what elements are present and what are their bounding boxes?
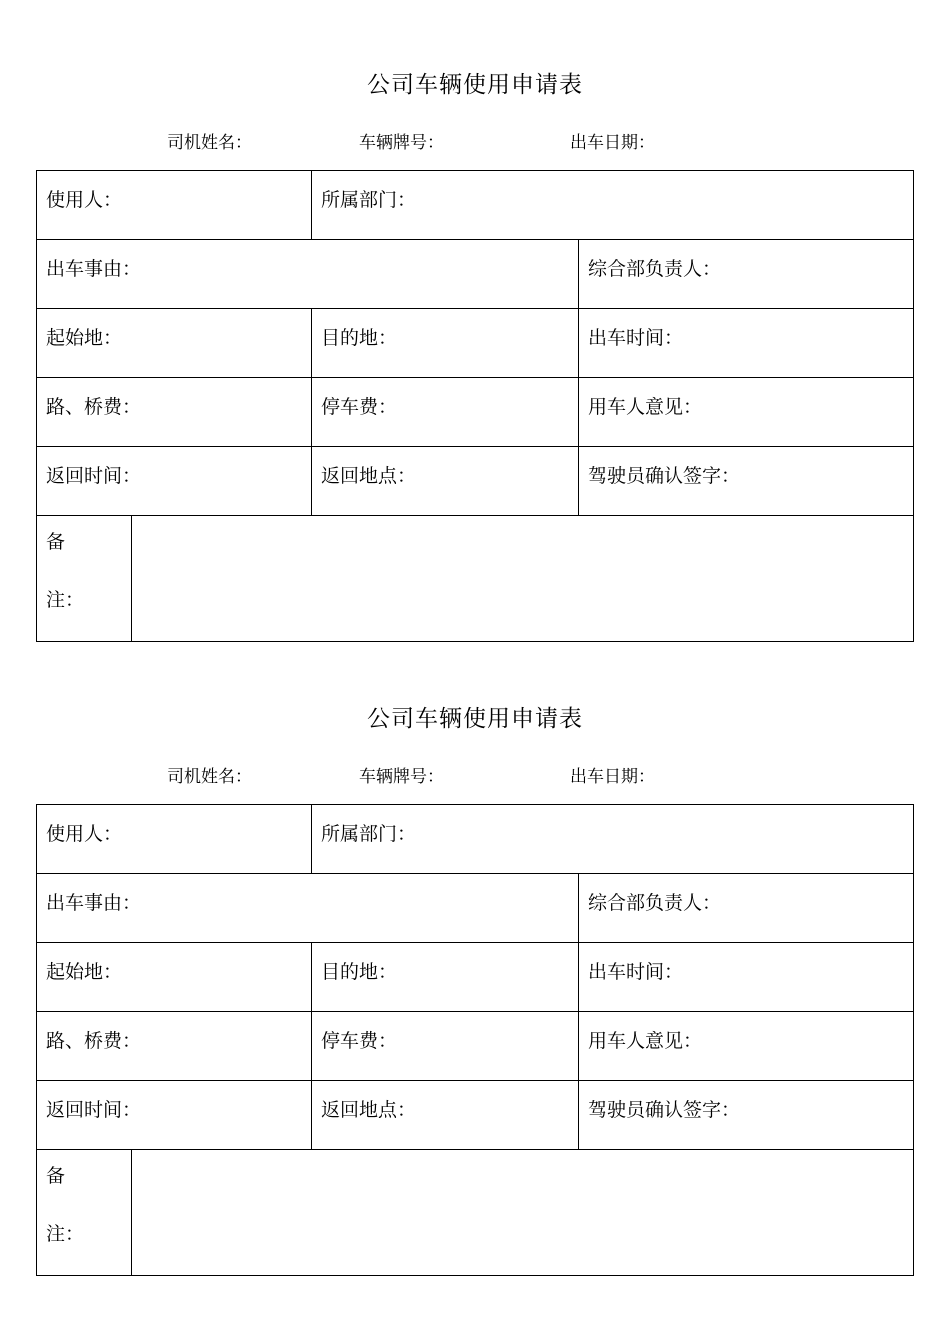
parking-label: 停车费：	[321, 1030, 398, 1052]
remark-label-bottom: 注：	[46, 589, 85, 611]
table-row	[37, 1150, 914, 1276]
table-row	[37, 805, 914, 874]
user-cell[interactable]	[37, 171, 312, 240]
return-time-cell[interactable]	[37, 447, 312, 516]
remark-label-top: 备	[46, 531, 66, 553]
request-table	[36, 170, 914, 642]
user-cell[interactable]	[37, 805, 312, 874]
origin-label: 起始地：	[46, 961, 123, 983]
driver-sign-cell[interactable]	[579, 447, 914, 516]
table-row	[37, 378, 914, 447]
department-cell[interactable]	[312, 805, 914, 874]
manager-label: 综合部负责人：	[588, 258, 722, 280]
department-cell[interactable]	[312, 171, 914, 240]
origin-label: 起始地：	[46, 327, 123, 349]
remark-label-bottom: 注：	[46, 1223, 85, 1245]
driver-name-label: 司机姓名：	[167, 133, 252, 153]
return-time-label: 返回时间：	[46, 465, 142, 487]
return-time-cell[interactable]	[37, 1081, 312, 1150]
user-opinion-label: 用车人意见：	[588, 396, 703, 418]
depart-time-cell[interactable]	[579, 943, 914, 1012]
remark-content-cell[interactable]	[132, 1150, 914, 1276]
driver-sign-label: 驾驶员确认签字：	[588, 465, 741, 487]
reason-cell[interactable]	[37, 874, 579, 943]
departure-date-label: 出车日期：	[570, 767, 655, 787]
manager-label: 综合部负责人：	[588, 892, 722, 914]
reason-label: 出车事由：	[46, 258, 142, 280]
form-title: 公司车辆使用申请表	[367, 72, 583, 98]
plate-number-label: 车辆牌号：	[359, 133, 444, 153]
toll-cell[interactable]	[37, 1012, 312, 1081]
table-row	[37, 240, 914, 309]
parking-cell[interactable]	[312, 1012, 579, 1081]
return-time-label: 返回时间：	[46, 1099, 142, 1121]
return-place-cell[interactable]	[312, 447, 579, 516]
destination-label: 目的地：	[321, 961, 398, 983]
table-row	[37, 1012, 914, 1081]
user-opinion-cell[interactable]	[579, 1012, 914, 1081]
user-label: 使用人：	[46, 823, 123, 845]
table-row	[37, 516, 914, 642]
user-opinion-label: 用车人意见：	[588, 1030, 703, 1052]
return-place-label: 返回地点：	[321, 465, 417, 487]
table-row	[37, 171, 914, 240]
table-row	[37, 309, 914, 378]
toll-label: 路、桥费：	[46, 1030, 142, 1052]
depart-time-label: 出车时间：	[588, 327, 684, 349]
form-title: 公司车辆使用申请表	[367, 706, 583, 732]
departure-date-label: 出车日期：	[570, 133, 655, 153]
driver-sign-label: 驾驶员确认签字：	[588, 1099, 741, 1121]
user-opinion-cell[interactable]	[579, 378, 914, 447]
remark-content-cell[interactable]	[132, 516, 914, 642]
parking-cell[interactable]	[312, 378, 579, 447]
driver-sign-cell[interactable]	[579, 1081, 914, 1150]
depart-time-label: 出车时间：	[588, 961, 684, 983]
request-table	[36, 804, 914, 1276]
plate-number-label: 车辆牌号：	[359, 767, 444, 787]
table-row	[37, 447, 914, 516]
department-label: 所属部门：	[321, 189, 417, 211]
destination-cell[interactable]	[312, 309, 579, 378]
toll-label: 路、桥费：	[46, 396, 142, 418]
return-place-label: 返回地点：	[321, 1099, 417, 1121]
origin-cell[interactable]	[37, 943, 312, 1012]
department-label: 所属部门：	[321, 823, 417, 845]
destination-cell[interactable]	[312, 943, 579, 1012]
toll-cell[interactable]	[37, 378, 312, 447]
depart-time-cell[interactable]	[579, 309, 914, 378]
table-row	[37, 874, 914, 943]
return-place-cell[interactable]	[312, 1081, 579, 1150]
manager-cell[interactable]	[579, 874, 914, 943]
destination-label: 目的地：	[321, 327, 398, 349]
origin-cell[interactable]	[37, 309, 312, 378]
driver-name-label: 司机姓名：	[167, 767, 252, 787]
table-row	[37, 943, 914, 1012]
manager-cell[interactable]	[579, 240, 914, 309]
remark-label-cell	[37, 1150, 132, 1276]
remark-label-cell	[37, 516, 132, 642]
reason-cell[interactable]	[37, 240, 579, 309]
reason-label: 出车事由：	[46, 892, 142, 914]
parking-label: 停车费：	[321, 396, 398, 418]
user-label: 使用人：	[46, 189, 123, 211]
table-row	[37, 1081, 914, 1150]
remark-label-top: 备	[46, 1165, 66, 1187]
